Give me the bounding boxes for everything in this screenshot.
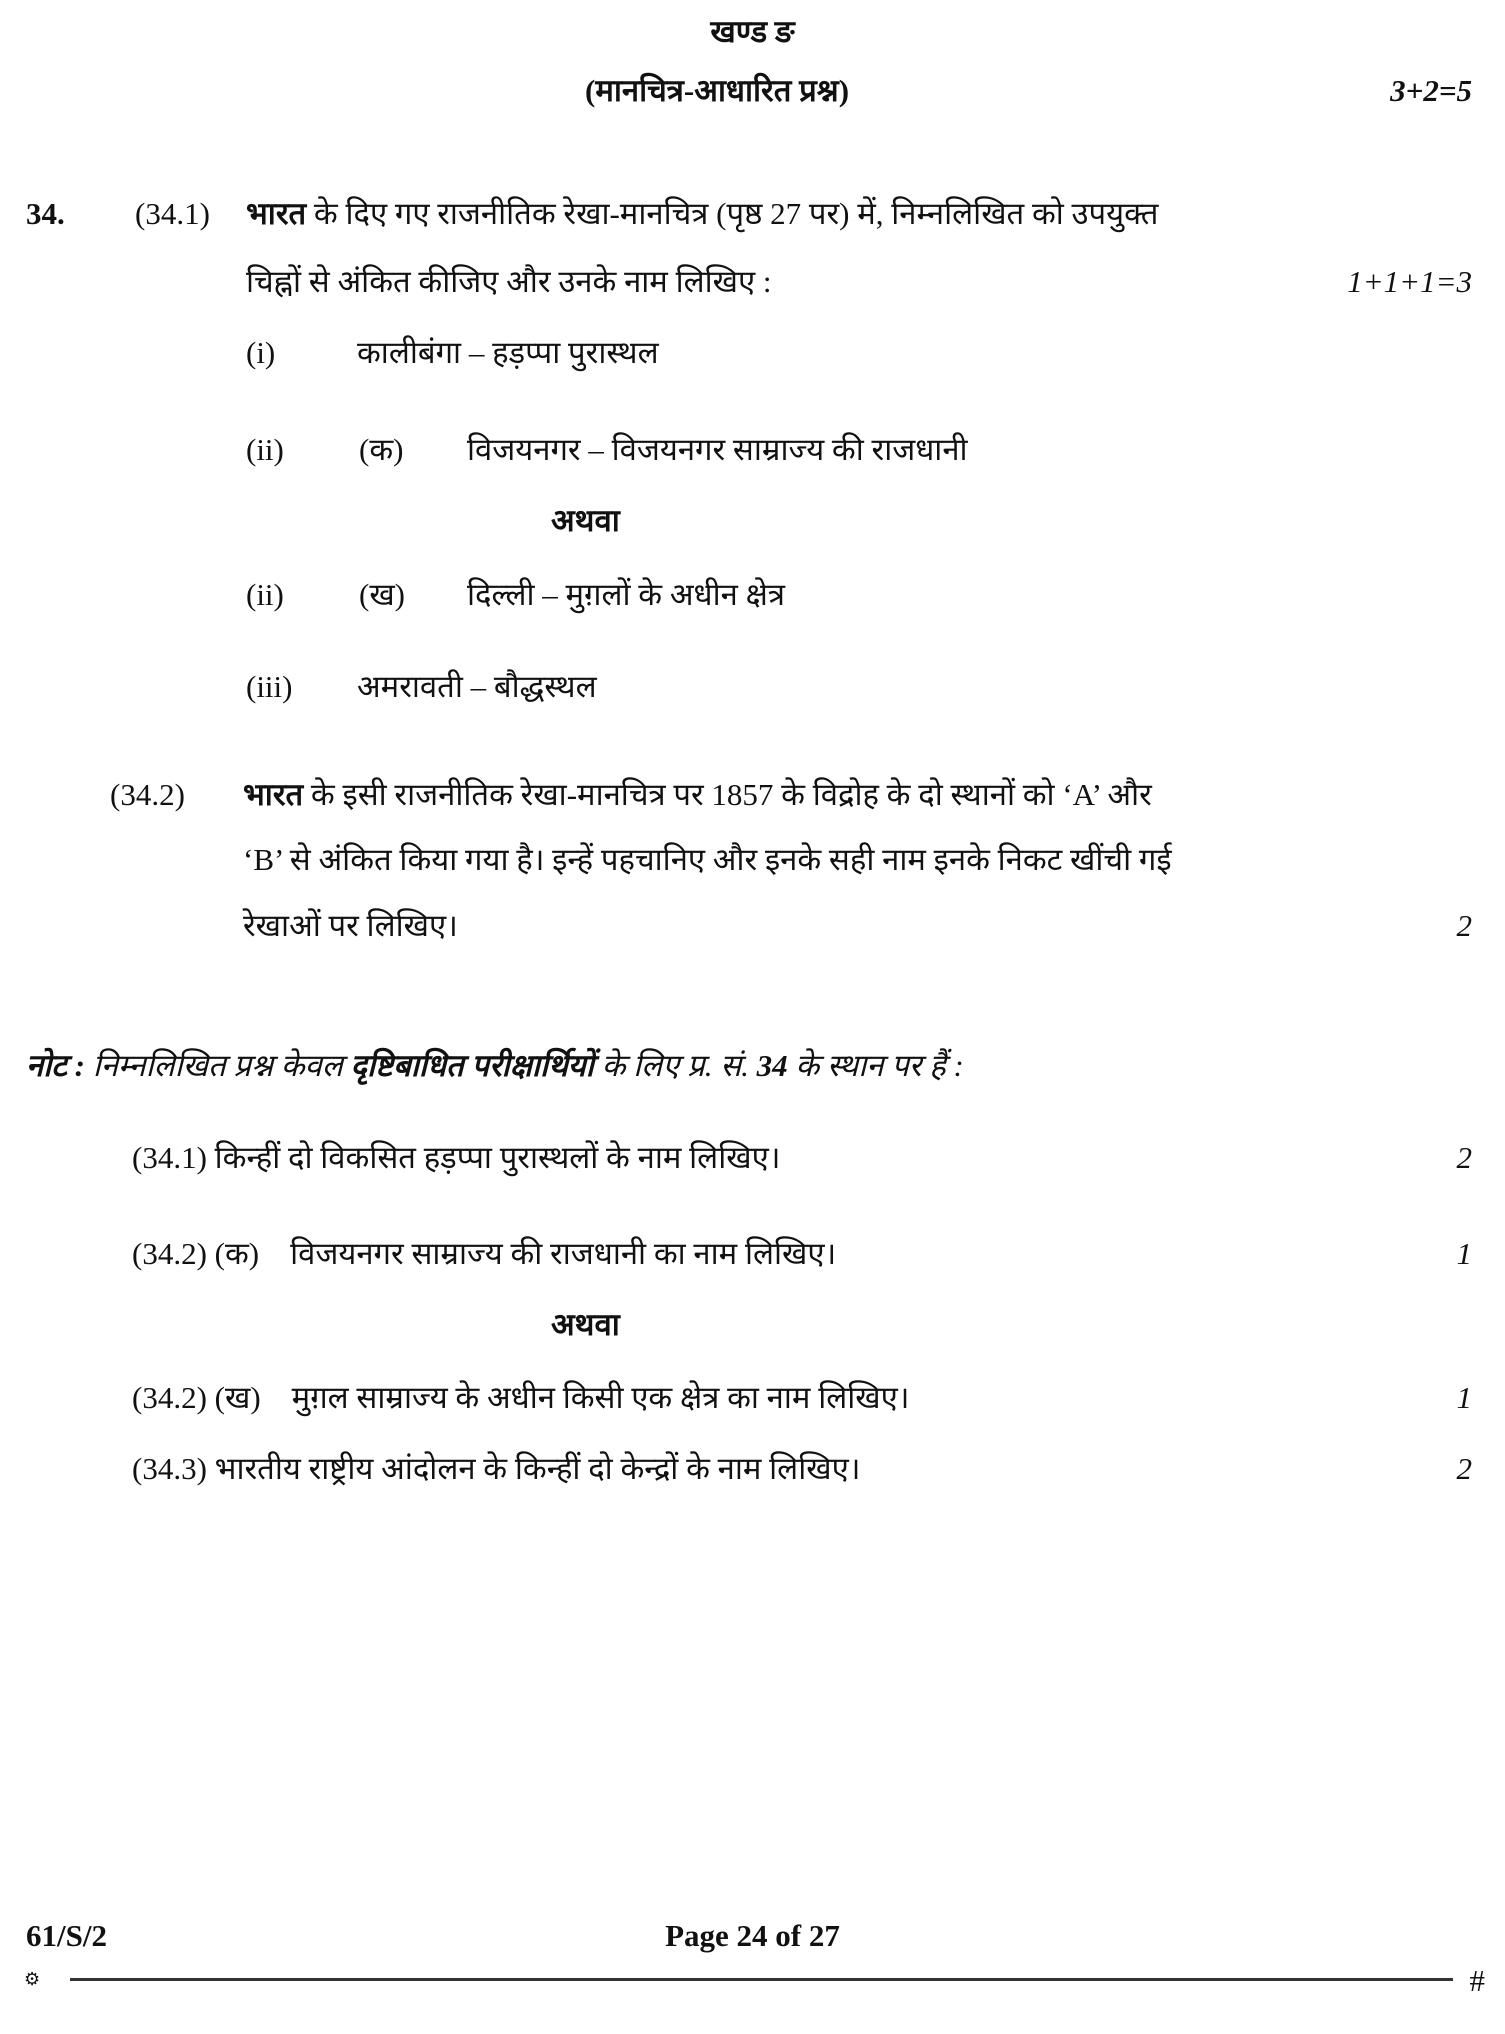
- section-title: खण्ड ङ: [710, 14, 795, 49]
- item-marks: 2: [1456, 1140, 1472, 1175]
- paper-code: 61/S/2: [26, 1918, 107, 1953]
- item-marks: 1: [1456, 1236, 1472, 1271]
- q34-1-line1: [246, 194, 1158, 234]
- item-num: (i): [246, 335, 276, 370]
- gear-icon: ⚙: [24, 1969, 41, 1989]
- text: के इसी राजनीतिक रेखा-मानचित्र पर 1857 के विद्रोह के दो स्थानों को ‘A’ और: [310, 777, 1152, 812]
- item-num: (iii): [246, 669, 293, 704]
- q34-2-line1: [243, 775, 1152, 815]
- section-marks: 3+2=5: [1390, 73, 1472, 108]
- or-label: अथवा: [551, 503, 620, 538]
- item-sub: (ख): [359, 577, 406, 612]
- note-text: निम्नलिखित प्रश्न केवल: [92, 1048, 343, 1083]
- text: के दिए गए राजनीतिक रेखा-मानचित्र (पृष्ठ 27 पर) में, निम्नलिखित को उपयुक्त: [313, 196, 1159, 231]
- bold-lead: भारत: [246, 196, 307, 231]
- q34-2-label: (34.2): [110, 777, 185, 812]
- item-text: किन्हीं दो विकसित हड़प्पा पुरास्थलों के नाम लिखिए।: [214, 1140, 781, 1175]
- section-subtitle: (मानचित्र-आधारित प्रश्न): [585, 73, 850, 108]
- note-item: [132, 1378, 910, 1418]
- bold-lead: भारत: [243, 777, 304, 812]
- item-marks: 1: [1456, 1380, 1472, 1415]
- item-num: (ii): [246, 432, 284, 467]
- note-label: नोट :: [26, 1048, 85, 1083]
- item-text: कालीबंगा – हड़प्पा पुरास्थल: [357, 335, 659, 370]
- question-number: 34.: [26, 196, 65, 231]
- item-label: (34.1): [132, 1140, 207, 1175]
- item-text: विजयनगर – विजयनगर साम्राज्य की राजधानी: [467, 432, 968, 467]
- note-item: [132, 1449, 860, 1489]
- q34-1-line2: चिह्नों से अंकित कीजिए और उनके नाम लिखिए :: [246, 264, 772, 299]
- hash-mark: #: [1469, 1963, 1485, 1998]
- q34-2-line2: ‘B’ से अंकित किया गया है। इन्हें पहचानिए और इनके सही नाम इनके निकट खींची गई: [243, 842, 1172, 877]
- note-text: के लिए प्र. सं.: [601, 1048, 749, 1083]
- note-item: [132, 1138, 780, 1178]
- footer-rule: [70, 1978, 1453, 1981]
- item-text: दिल्ली – मुग़लों के अधीन क्षेत्र: [467, 577, 785, 612]
- item-label: (34.2) (ख): [132, 1380, 261, 1415]
- item-text: भारतीय राष्ट्रीय आंदोलन के किन्हीं दो केन्द्रों के नाम लिखिए।: [214, 1451, 861, 1486]
- item-text: विजयनगर साम्राज्य की राजधानी का नाम लिखिए।: [290, 1236, 837, 1271]
- item-text: मुग़ल साम्राज्य के अधीन किसी एक क्षेत्र का नाम लिखिए।: [291, 1380, 910, 1415]
- q34-2-line3: रेखाओं पर लिखिए।: [243, 908, 458, 943]
- item-text: अमरावती – बौद्धस्थल: [357, 669, 597, 704]
- or-label: अथवा: [551, 1307, 620, 1342]
- note-num: 34: [756, 1048, 788, 1083]
- note-line: [26, 1046, 964, 1086]
- item-sub: (क): [359, 432, 404, 467]
- item-marks: 2: [1456, 1451, 1472, 1486]
- q34-1-label: (34.1): [135, 196, 210, 231]
- page-number: Page 24 of 27: [665, 1918, 840, 1953]
- note-text: के स्थान पर हैं :: [795, 1048, 964, 1083]
- item-label: (34.2) (क): [132, 1236, 260, 1271]
- item-num: (ii): [246, 577, 284, 612]
- q34-1-marks: 1+1+1=3: [1347, 264, 1472, 299]
- note-bold: दृष्टिबाधित परीक्षार्थियों: [350, 1048, 594, 1083]
- note-item: [132, 1234, 836, 1274]
- q34-2-marks: 2: [1456, 908, 1472, 943]
- item-label: (34.3): [132, 1451, 207, 1486]
